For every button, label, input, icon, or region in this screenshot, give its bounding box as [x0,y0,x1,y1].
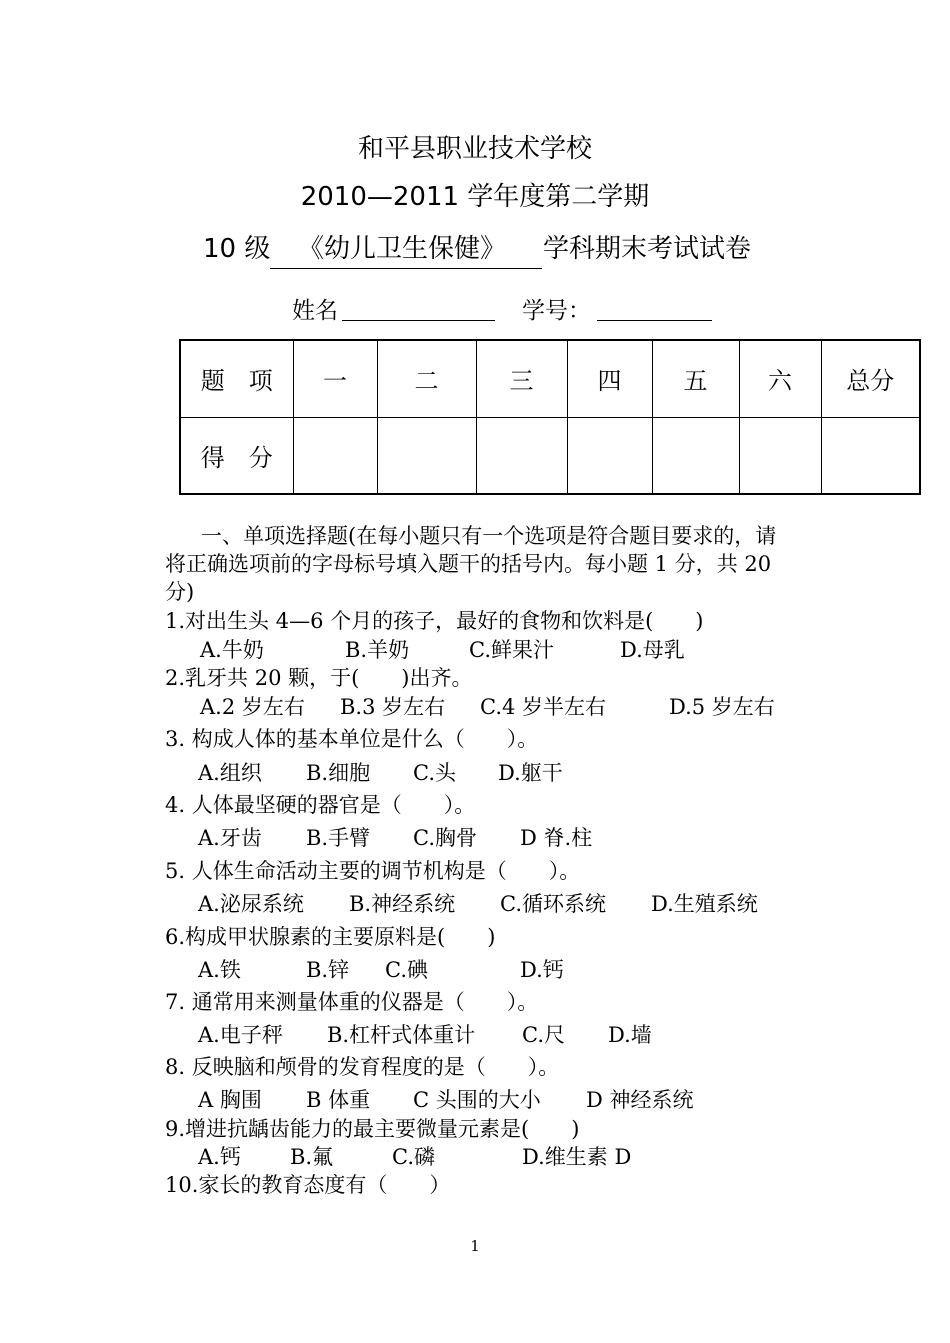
header-cell-total: 总分 [821,340,920,417]
option: A.钙 [198,1145,241,1169]
option: B.细胞 [306,761,371,785]
grade-label: 10 级 [203,234,271,264]
section-instruction: 分) [165,580,195,604]
option: A 胸围 [198,1088,262,1112]
option: C.碘 [385,958,428,982]
score-cell[interactable] [377,417,476,494]
question-text: 10.家长的教育态度有（ ） [165,1173,451,1197]
option: D.5 岁左右 [669,695,775,719]
option: A.电子秤 [198,1023,283,1047]
header-cell-4: 四 [567,340,652,417]
page-number: 1 [470,1237,480,1255]
score-table-header-row [180,340,920,417]
option: D.生殖系统 [651,892,758,916]
score-cell[interactable] [739,417,821,494]
option: C.磷 [392,1145,435,1169]
student-id-label: 学号： [522,298,591,324]
name-field[interactable] [342,320,495,321]
exam-title: 学科期末考试试卷 [543,234,752,264]
option: B 体重 [306,1088,371,1112]
course-name: 《幼儿卫生保健》 [298,234,507,264]
option: D 神经系统 [586,1088,694,1112]
score-table [179,339,921,495]
score-cell[interactable] [821,417,920,494]
option: B.杠杆式体重计 [327,1023,476,1047]
header-cell-5: 五 [652,340,739,417]
option: D.躯干 [498,761,563,785]
header-cell-1: 一 [293,340,377,417]
option: A.牛奶 [200,638,264,662]
option: C.鲜果汁 [469,638,554,662]
question-text: 8. 反映脑和颅骨的发育程度的是（ ）。 [165,1055,560,1079]
name-label: 姓名 [292,298,338,324]
question-text: 5. 人体生命活动主要的调节机构是（ ）。 [165,859,581,883]
term-title: 2010—2011 学年度第二学期 [300,182,650,212]
header-cell-2: 二 [377,340,476,417]
student-id-field[interactable] [597,320,712,321]
header-cell-item: 题 项 [180,340,293,417]
course-underline [270,268,542,269]
score-cell[interactable] [293,417,377,494]
header-cell-3: 三 [476,340,567,417]
score-table-score-row [180,417,920,494]
option: D.母乳 [620,638,685,662]
option: A.泌尿系统 [198,892,304,916]
score-cell[interactable] [476,417,567,494]
option: C.头 [413,761,456,785]
question-text: 2.乳牙共 20 颗，于( )出齐。 [165,666,473,690]
option: D.维生素 D [522,1145,632,1169]
option: B.锌 [306,958,350,982]
option: C.尺 [522,1023,565,1047]
score-row-label: 得 分 [180,417,293,494]
score-cell[interactable] [567,417,652,494]
option: B.3 岁左右 [340,695,446,719]
option: A.组织 [198,761,262,785]
option: D.钙 [520,958,564,982]
option: B.手臂 [306,826,371,850]
question-text: 4. 人体最坚硬的器官是（ ）。 [165,793,476,817]
option: A.2 岁左右 [200,695,305,719]
section-instruction: 一、单项选择题(在每小题只有一个选项是符合题目要求的，请 [201,524,777,548]
option: A.牙齿 [198,826,262,850]
option: D.墙 [608,1023,652,1047]
question-text: 1.对出生头 4—6 个月的孩子，最好的食物和饮料是( ) [165,609,704,633]
question-text: 3. 构成人体的基本单位是什么（ ）。 [165,727,539,751]
school-name: 和平县职业技术学校 [357,134,592,164]
question-text: 6.构成甲状腺素的主要原料是( ) [165,925,496,949]
option: B.神经系统 [349,892,456,916]
question-text: 9.增进抗龋齿能力的最主要微量元素是( ) [165,1117,580,1141]
option: C.4 岁半左右 [480,695,607,719]
option: B.羊奶 [345,638,410,662]
question-text: 7. 通常用来测量体重的仪器是（ ）。 [165,990,539,1014]
option: C 头围的大小 [413,1088,541,1112]
section-instruction: 将正确选项前的字母标号填入题干的括号内。每小题 1 分，共 20 [165,552,772,576]
score-cell[interactable] [652,417,739,494]
option: B.氟 [290,1145,334,1169]
option: D 脊.柱 [520,826,593,850]
option: A.铁 [198,958,241,982]
header-cell-6: 六 [739,340,821,417]
option: C.胸骨 [413,826,477,850]
option: C.循环系统 [500,892,606,916]
